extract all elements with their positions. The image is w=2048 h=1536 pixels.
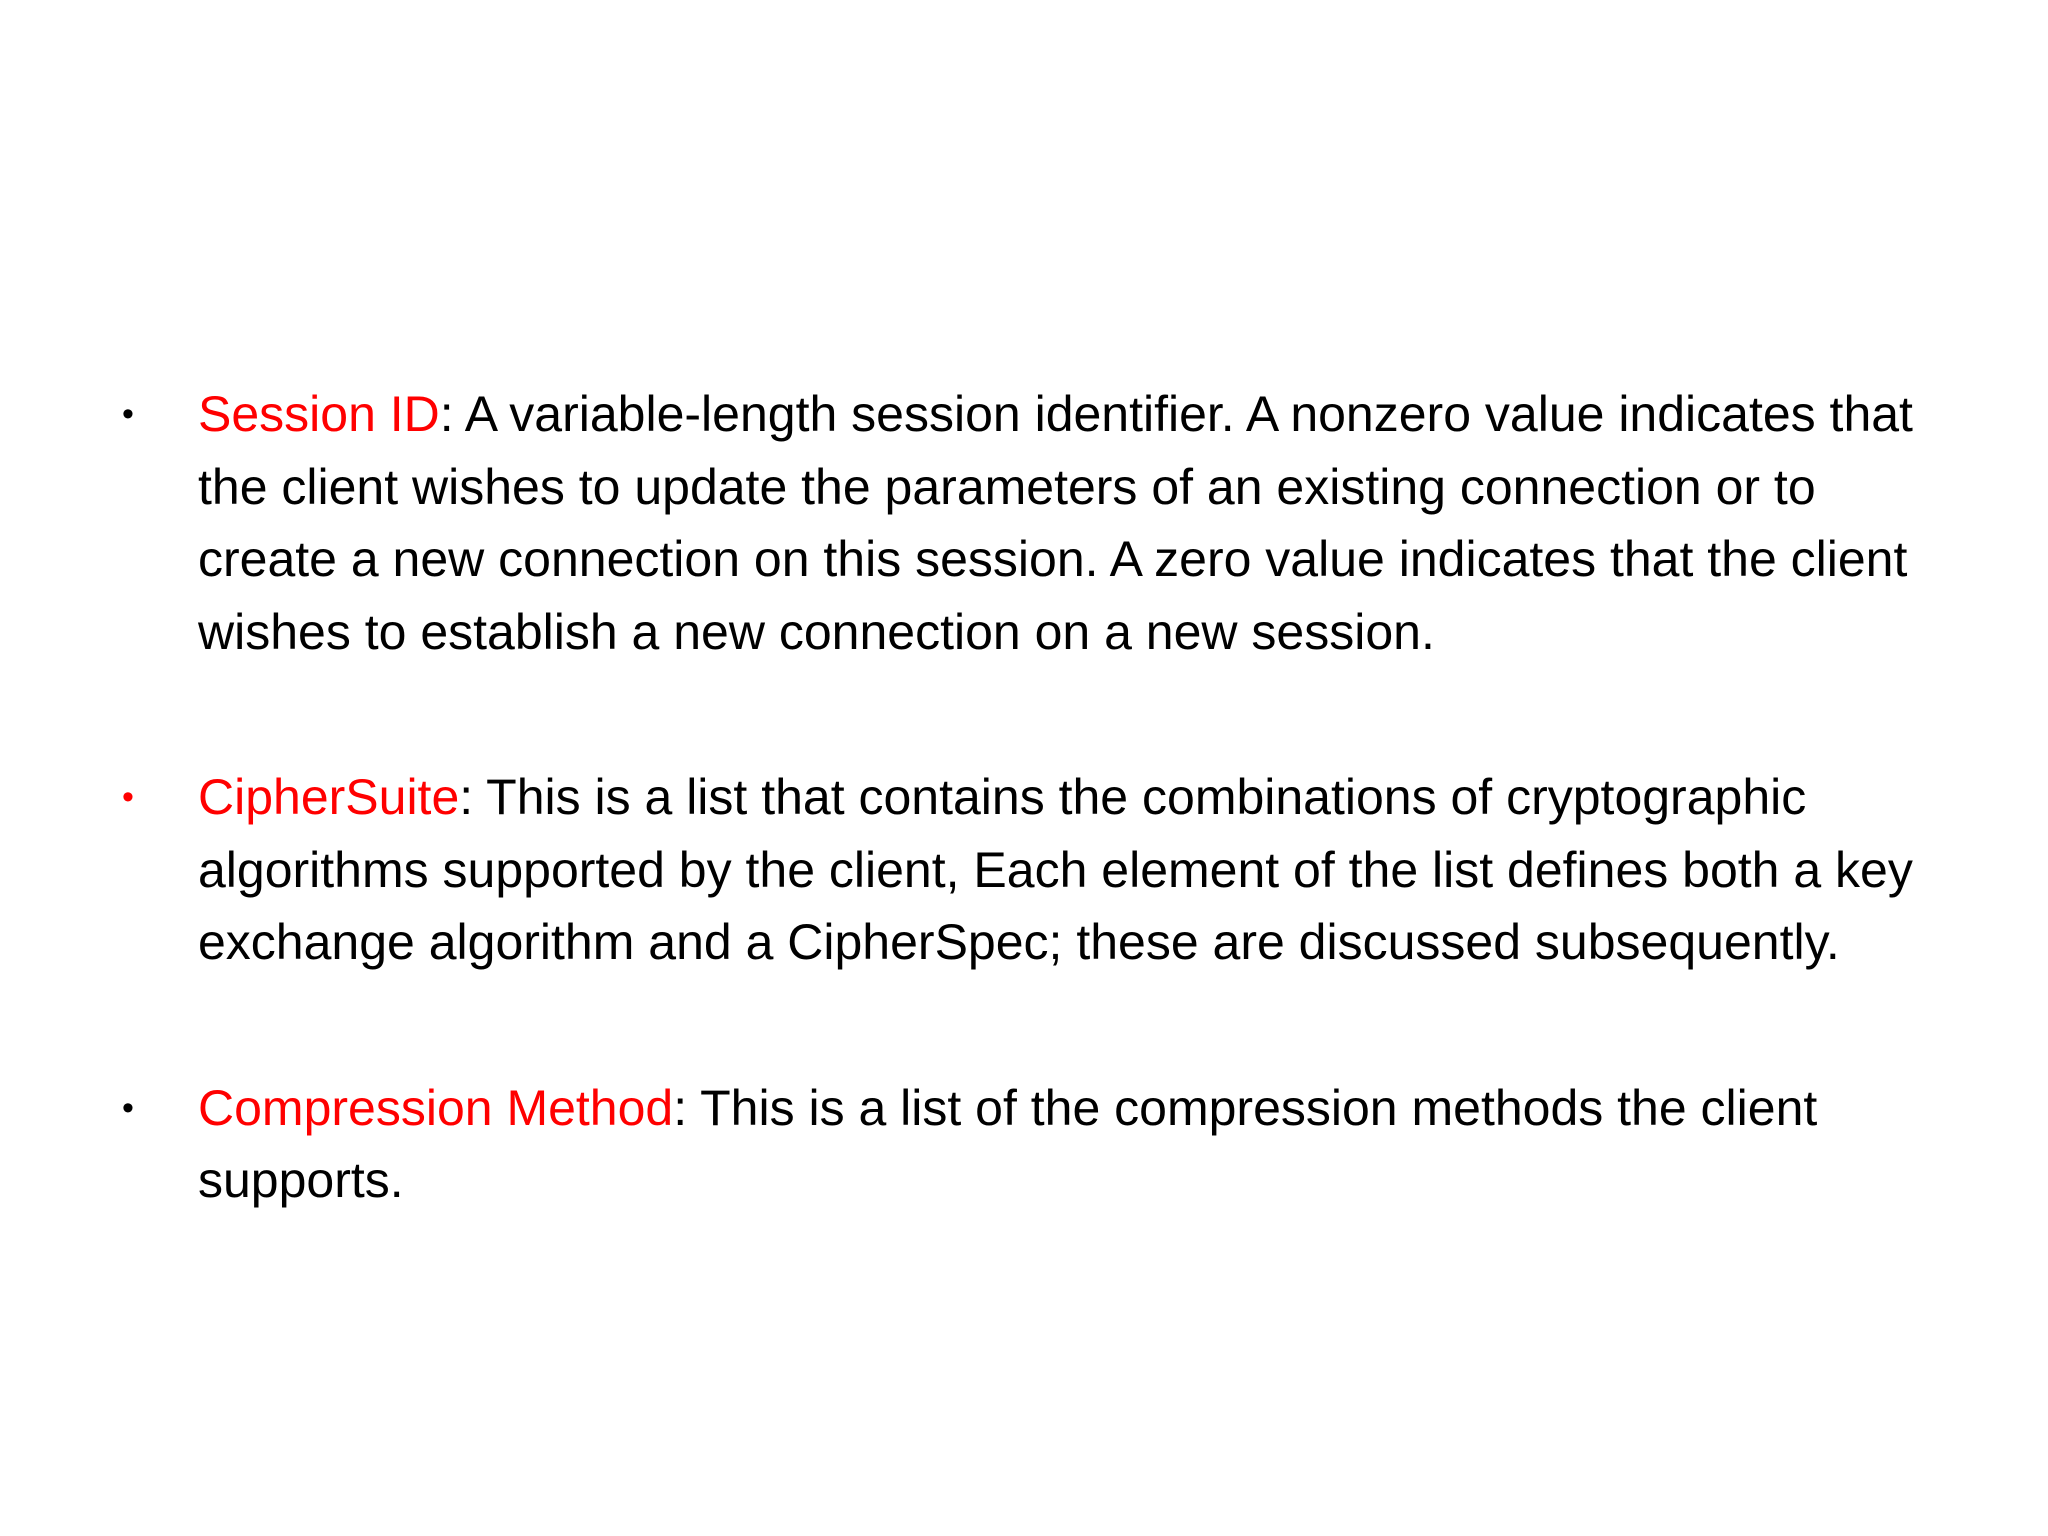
description-session-id: : A variable-length session identifier. A nonzero value indicates that the client wishes to update the parameters of an existing connection or to create a new connection on this session. A zero value indicates that the client wishes to establish a new connection on a new session. bbox=[198, 386, 1913, 660]
bullet-item-ciphersuite bbox=[122, 761, 1952, 979]
bullet-item-session-id bbox=[122, 378, 1952, 668]
bullet-list bbox=[122, 378, 1952, 1217]
bullet-item-compression-method bbox=[122, 1072, 1952, 1217]
term-ciphersuite: CipherSuite bbox=[198, 769, 460, 825]
bullet-dot-icon: • bbox=[122, 395, 134, 433]
bullet-dot-icon: • bbox=[122, 778, 134, 816]
term-compression-method: Compression Method bbox=[198, 1079, 674, 1136]
bullet-dot-icon: • bbox=[122, 1088, 134, 1127]
description-compression-method: : This is a list of the compression methods the client supports. bbox=[198, 1079, 1818, 1208]
description-ciphersuite: : This is a list that contains the combinations of cryptographic algorithms supported by the client, Each element of the list defines both a key exchange algorithm and a CipherSpec; these are discussed subsequently. bbox=[198, 769, 1913, 970]
term-session-id: Session ID bbox=[198, 386, 440, 442]
